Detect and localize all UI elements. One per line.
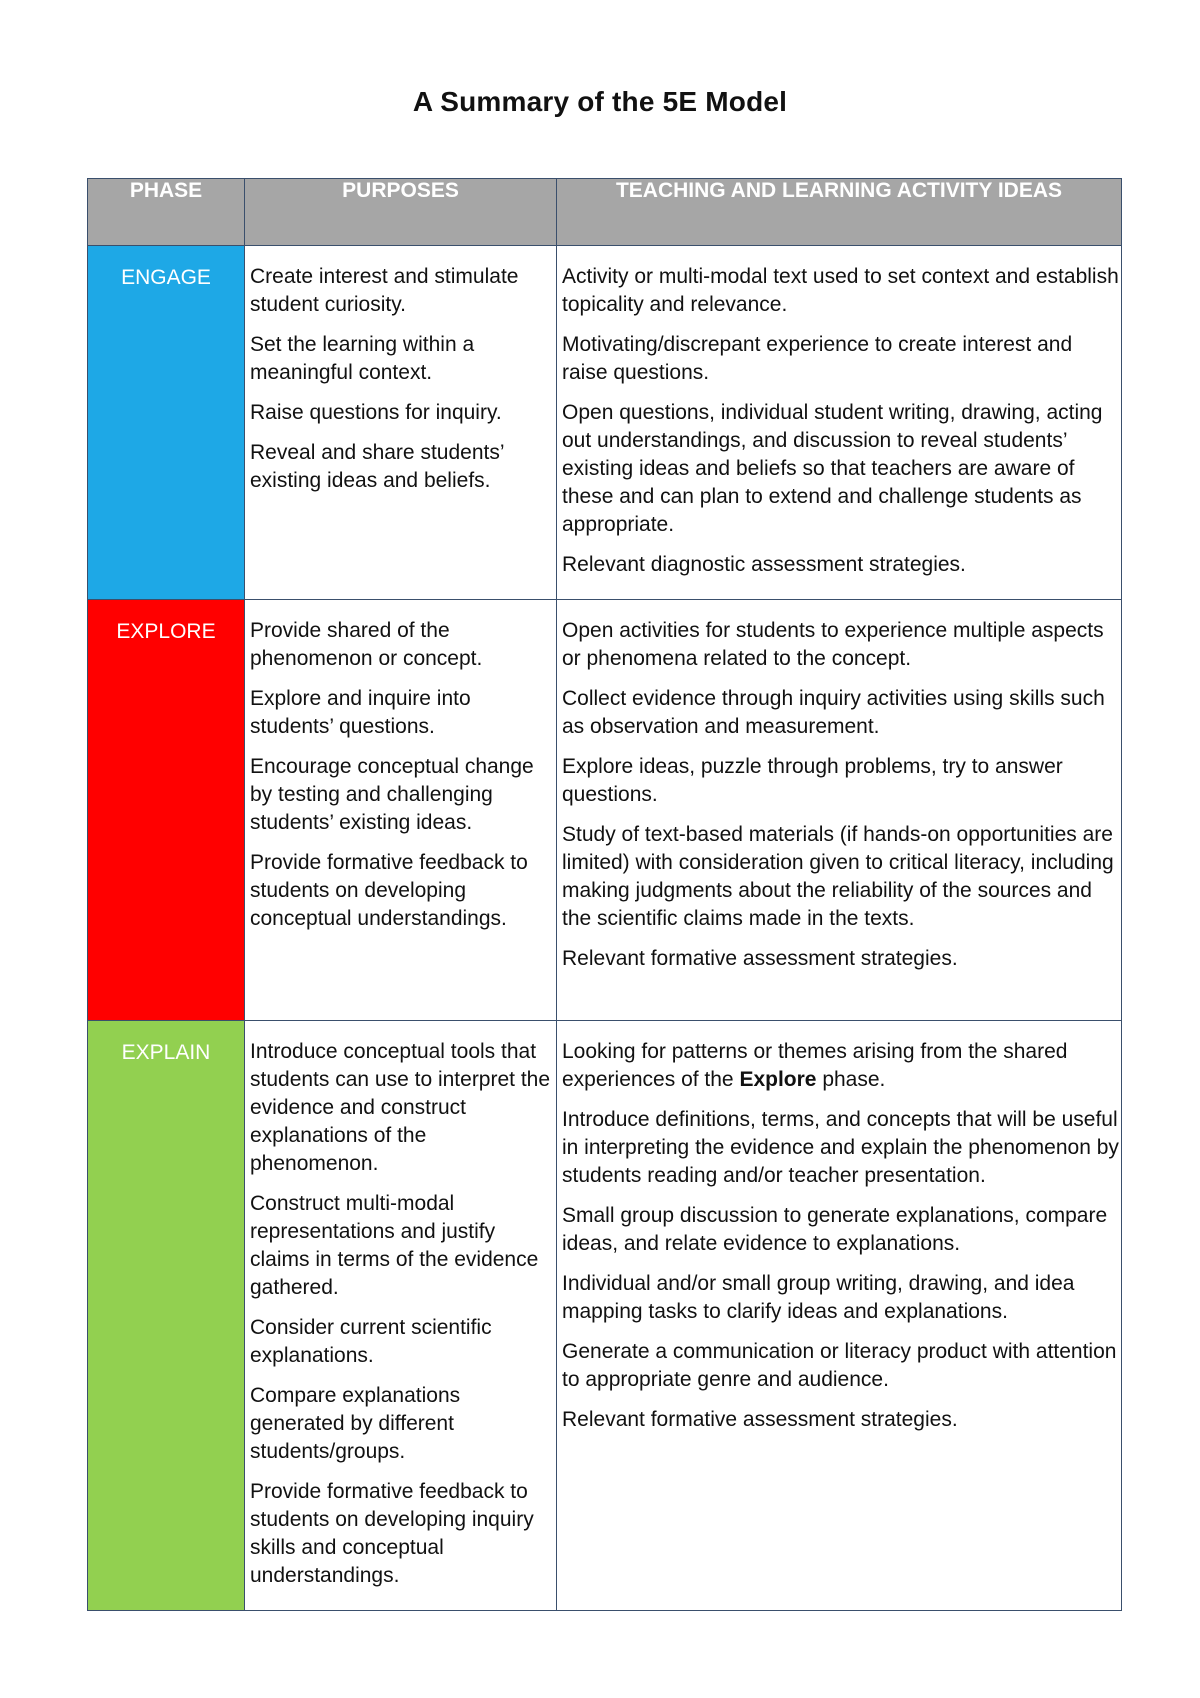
explain-activities	[557, 1021, 1122, 1611]
purpose-item: Consider current scientific explanations.	[250, 1316, 492, 1367]
header-activities: TEACHING AND LEARNING ACTIVITY IDEAS	[557, 179, 1122, 246]
explore-emphasis: Explore	[739, 1068, 817, 1091]
header-row	[88, 179, 1122, 246]
purpose-item: Compare explanations generated by different students/groups.	[250, 1384, 461, 1463]
purpose-item: Provide formative feedback to students on developing inquiry skills and conceptual understandings.	[250, 1480, 534, 1587]
activity-text: Looking for patterns or themes arising from the shared experiences of the	[562, 1040, 1068, 1091]
explain-row	[88, 1021, 1122, 1611]
activity-item: Relevant formative assessment strategies.	[562, 947, 958, 970]
engage-row	[88, 246, 1122, 600]
activity-item: Open questions, individual student writing, drawing, acting out understandings, and discussion to reveal students’ existing ideas and beliefs so that teachers are aware of these and can plan to extend and challenge students as appropriate.	[562, 401, 1103, 536]
phase-explore: EXPLORE	[88, 600, 245, 1021]
activity-item: Relevant formative assessment strategies.	[562, 1408, 958, 1431]
engage-purposes	[245, 246, 557, 600]
purpose-item: Introduce conceptual tools that students can use to interpret the evidence and construct explanations of the phenomenon.	[250, 1040, 551, 1175]
purpose-item: Raise questions for inquiry.	[250, 401, 502, 424]
5e-model-table	[87, 178, 1122, 1611]
explore-row	[88, 600, 1122, 1021]
page-title: A Summary of the 5E Model	[412, 86, 788, 117]
phase-explain: EXPLAIN	[88, 1021, 245, 1611]
activity-item: Explore ideas, puzzle through problems, try to answer questions.	[562, 755, 1063, 806]
purpose-item: Provide formative feedback to students on developing conceptual understandings.	[250, 851, 528, 930]
explain-purposes	[245, 1021, 557, 1611]
explore-activities	[557, 600, 1122, 1021]
activity-item: Individual and/or small group writing, drawing, and idea mapping tasks to clarify ideas and explanations.	[562, 1272, 1075, 1323]
purpose-item: Encourage conceptual change by testing and challenging students’ existing ideas.	[250, 755, 534, 834]
activity-text: phase.	[816, 1068, 886, 1091]
activity-item: Collect evidence through inquiry activities using skills such as observation and measurement.	[562, 687, 1105, 738]
header-phase: PHASE	[88, 179, 245, 246]
purpose-item: Construct multi-modal representations and justify claims in terms of the evidence gathered.	[250, 1192, 539, 1299]
header-purposes: PURPOSES	[245, 179, 557, 246]
activity-item: Activity or multi-modal text used to set context and establish topicality and relevance.	[562, 265, 1119, 316]
phase-engage: ENGAGE	[88, 246, 245, 600]
activity-item	[562, 1038, 1121, 1094]
engage-activities	[557, 246, 1122, 600]
activity-item: Open activities for students to experience multiple aspects or phenomena related to the concept.	[562, 619, 1104, 670]
activity-item: Relevant diagnostic assessment strategies.	[562, 553, 966, 576]
activity-item: Generate a communication or literacy product with attention to appropriate genre and audience.	[562, 1340, 1117, 1391]
activity-item: Motivating/discrepant experience to create interest and raise questions.	[562, 333, 1073, 384]
activity-item: Study of text-based materials (if hands-on opportunities are limited) with consideration given to critical literacy, including making judgments about the reliability of the sources and the scientific claims made in the texts.	[562, 823, 1114, 930]
purpose-item: Reveal and share students’ existing ideas and beliefs.	[250, 441, 504, 492]
purpose-item: Set the learning within a meaningful context.	[250, 333, 475, 384]
purpose-item: Explore and inquire into students’ questions.	[250, 687, 471, 738]
purpose-item: Provide shared of the phenomenon or concept.	[250, 619, 483, 670]
activity-item: Small group discussion to generate explanations, compare ideas, and relate evidence to explanations.	[562, 1204, 1108, 1255]
activity-item: Introduce definitions, terms, and concepts that will be useful in interpreting the evidence and explain the phenomenon by students reading and/or teacher presentation.	[562, 1108, 1119, 1187]
purpose-item: Create interest and stimulate student curiosity.	[250, 265, 519, 316]
explore-purposes	[245, 600, 557, 1021]
